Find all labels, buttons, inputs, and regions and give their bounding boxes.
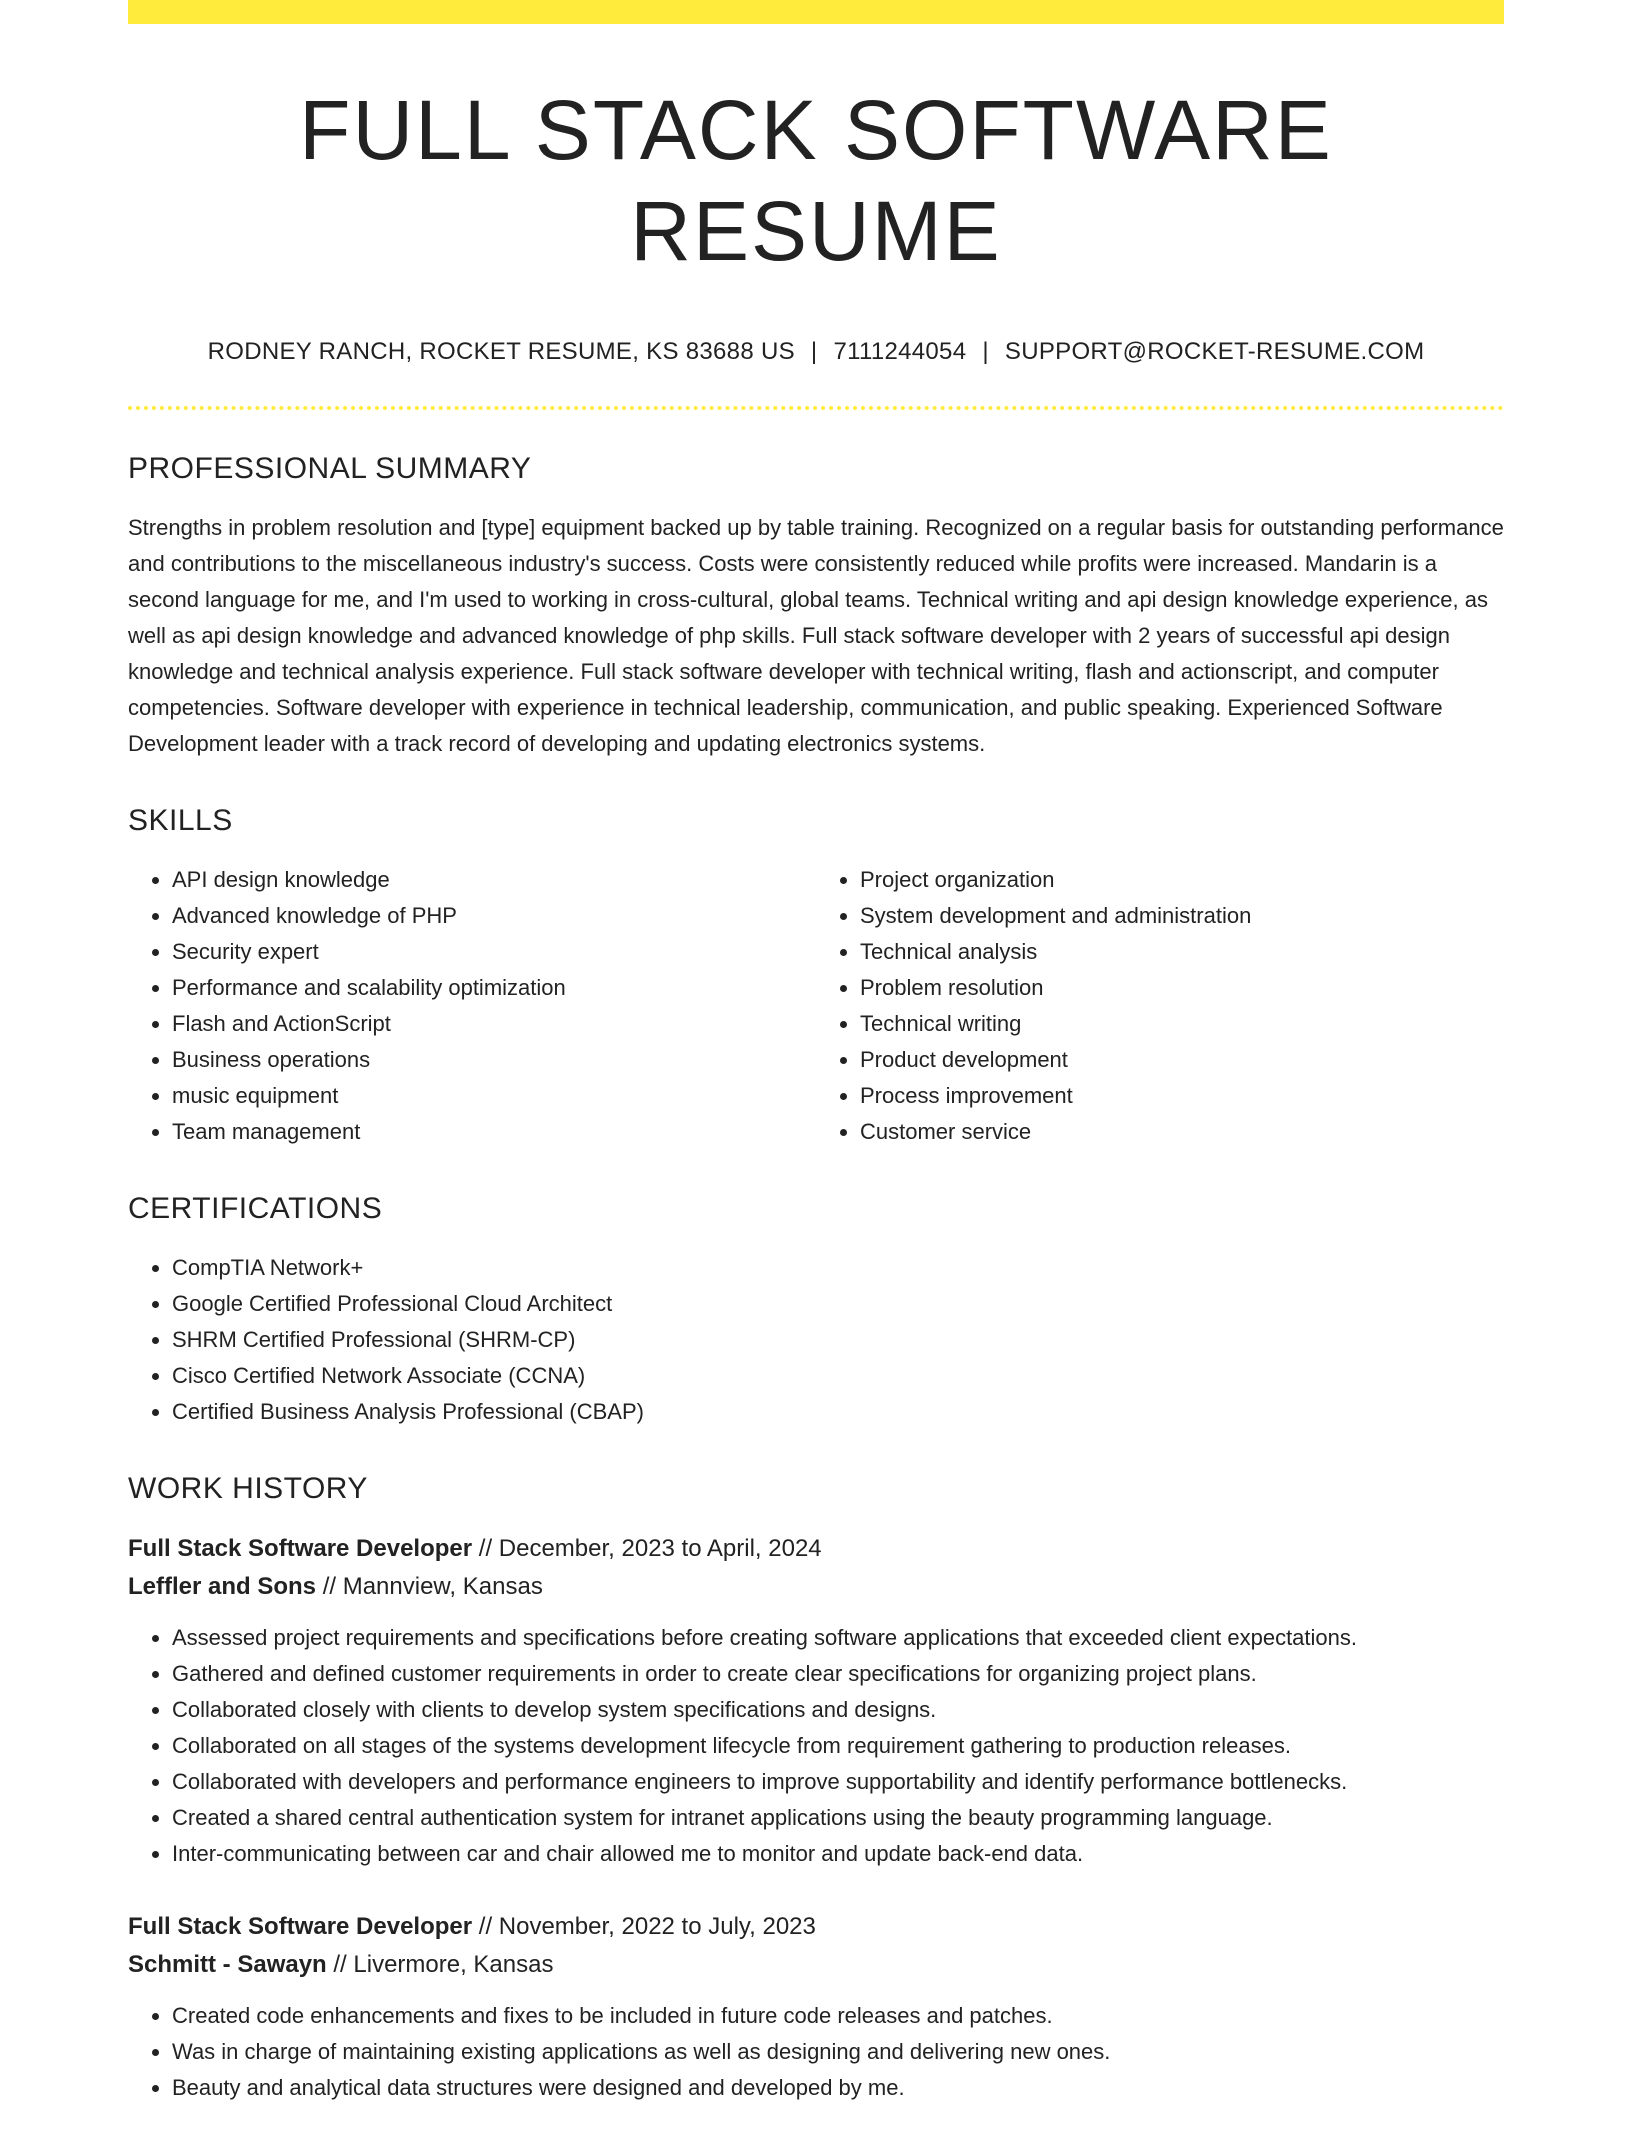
skill-item: • Technical analysis <box>860 934 1504 970</box>
skill-item: • System development and administration <box>860 898 1504 934</box>
skill-item: • Customer service <box>860 1114 1504 1150</box>
accent-top-bar <box>128 0 1504 24</box>
certification-item: • Cisco Certified Network Associate (CCNA) <box>172 1358 1504 1394</box>
skills-right-list <box>816 862 1504 1150</box>
certifications-list <box>128 1250 1504 1430</box>
skill-item: • music equipment <box>172 1078 816 1114</box>
job-entry <box>128 1530 1504 1872</box>
job-dates: // November, 2022 to July, 2023 <box>472 1912 816 1940</box>
job-company-line <box>128 1946 1504 1984</box>
skill-item: • Flash and ActionScript <box>172 1006 816 1042</box>
skill-item: • Performance and scalability optimization <box>172 970 816 1006</box>
certification-item: • SHRM Certified Professional (SHRM-CP) <box>172 1322 1504 1358</box>
contact-phone: 7111244054 <box>833 337 967 365</box>
job-title-line <box>128 1908 1504 1946</box>
skill-item: • Security expert <box>172 934 816 970</box>
job-bullet: • Gathered and defined customer requirements in order to create clear specifications for organizing project plans. <box>172 1656 1504 1692</box>
contact-separator: | <box>982 337 989 365</box>
job-company: Schmitt - Sawayn <box>128 1950 327 1978</box>
job-company: Leffler and Sons <box>128 1572 317 1600</box>
certifications-heading: CERTIFICATIONS <box>128 1191 383 1225</box>
job-company-line <box>128 1568 1504 1606</box>
certification-item: • CompTIA Network+ <box>172 1250 1504 1286</box>
dotted-divider <box>128 406 1504 410</box>
skill-item: • API design knowledge <box>172 862 816 898</box>
skill-item: • Advanced knowledge of PHP <box>172 898 816 934</box>
contact-email: SUPPORT@ROCKET-RESUME.COM <box>1004 337 1425 365</box>
skill-item: • Technical writing <box>860 1006 1504 1042</box>
contact-address: RODNEY RANCH, ROCKET RESUME, KS 83688 US <box>207 337 795 365</box>
job-location: // Livermore, Kansas <box>326 1950 554 1978</box>
job-bullet: • Assessed project requirements and specifications before creating software applications that exceeded client expectations. <box>172 1620 1504 1656</box>
job-bullet: • Created a shared central authentication system for intranet applications using the beauty programming language. <box>172 1800 1504 1836</box>
summary-text: Strengths in problem resolution and [type] equipment backed up by table training. Recognized on a regular basis for outstanding performance and contributions to the miscellaneous industry's success. Costs were consistently reduced while profits were increased. Mandarin is a second language for me, and I'm used to working in cross-cultural, global teams. Technical writing and api design knowledge experience, as well as api design knowledge and advanced knowledge of php skills. Full stack software developer with 2 years of successful api design knowledge and technical analysis experience. Full stack software developer with technical writing, flash and actionscript, and computer competencies. Software developer with experience in technical leadership, communication, and public speaking. Experienced Software Development leader with a track record of developing and updating electronics systems. <box>128 514 1504 756</box>
job-title-line <box>128 1530 1504 1568</box>
skill-item: • Team management <box>172 1114 816 1150</box>
skills-heading: SKILLS <box>128 803 233 837</box>
skills-columns <box>128 862 1504 1150</box>
summary-heading: PROFESSIONAL SUMMARY <box>128 451 532 485</box>
job-bullets <box>128 1620 1504 1872</box>
work-history-heading: WORK HISTORY <box>128 1471 368 1505</box>
job-bullets <box>128 1998 1504 2106</box>
job-entry <box>128 1908 1504 2106</box>
job-location: // Mannview, Kansas <box>316 1572 543 1600</box>
job-bullet: • Was in charge of maintaining existing applications as well as designing and delivering new ones. <box>172 2034 1504 2070</box>
skills-left-list <box>128 862 816 1150</box>
job-bullet: • Collaborated closely with clients to develop system specifications and designs. <box>172 1692 1504 1728</box>
resume-title: FULL STACK SOFTWARE RESUME <box>299 83 1333 278</box>
skill-item: • Problem resolution <box>860 970 1504 1006</box>
skill-item: • Project organization <box>860 862 1504 898</box>
job-bullet: • Created code enhancements and fixes to be included in future code releases and patches. <box>172 1998 1504 2034</box>
job-bullet: • Inter-communicating between car and chair allowed me to monitor and update back-end data. <box>172 1836 1504 1872</box>
job-dates: // December, 2023 to April, 2024 <box>472 1534 822 1562</box>
certification-item: • Google Certified Professional Cloud Architect <box>172 1286 1504 1322</box>
contact-separator: | <box>810 337 818 365</box>
job-bullet: • Collaborated with developers and performance engineers to improve supportability and identify performance bottlenecks. <box>172 1764 1504 1800</box>
job-bullet: • Collaborated on all stages of the systems development lifecycle from requirement gathering to production releases. <box>172 1728 1504 1764</box>
job-bullet: • Beauty and analytical data structures were designed and developed by me. <box>172 2070 1504 2106</box>
contact-line <box>128 338 1504 366</box>
certification-item: • Certified Business Analysis Professional (CBAP) <box>172 1394 1504 1430</box>
skill-item: • Business operations <box>172 1042 816 1078</box>
job-title: Full Stack Software Developer <box>128 1534 473 1562</box>
skill-item: • Process improvement <box>860 1078 1504 1114</box>
job-title: Full Stack Software Developer <box>128 1912 473 1940</box>
resume-page <box>128 0 1504 2142</box>
skill-item: • Product development <box>860 1042 1504 1078</box>
